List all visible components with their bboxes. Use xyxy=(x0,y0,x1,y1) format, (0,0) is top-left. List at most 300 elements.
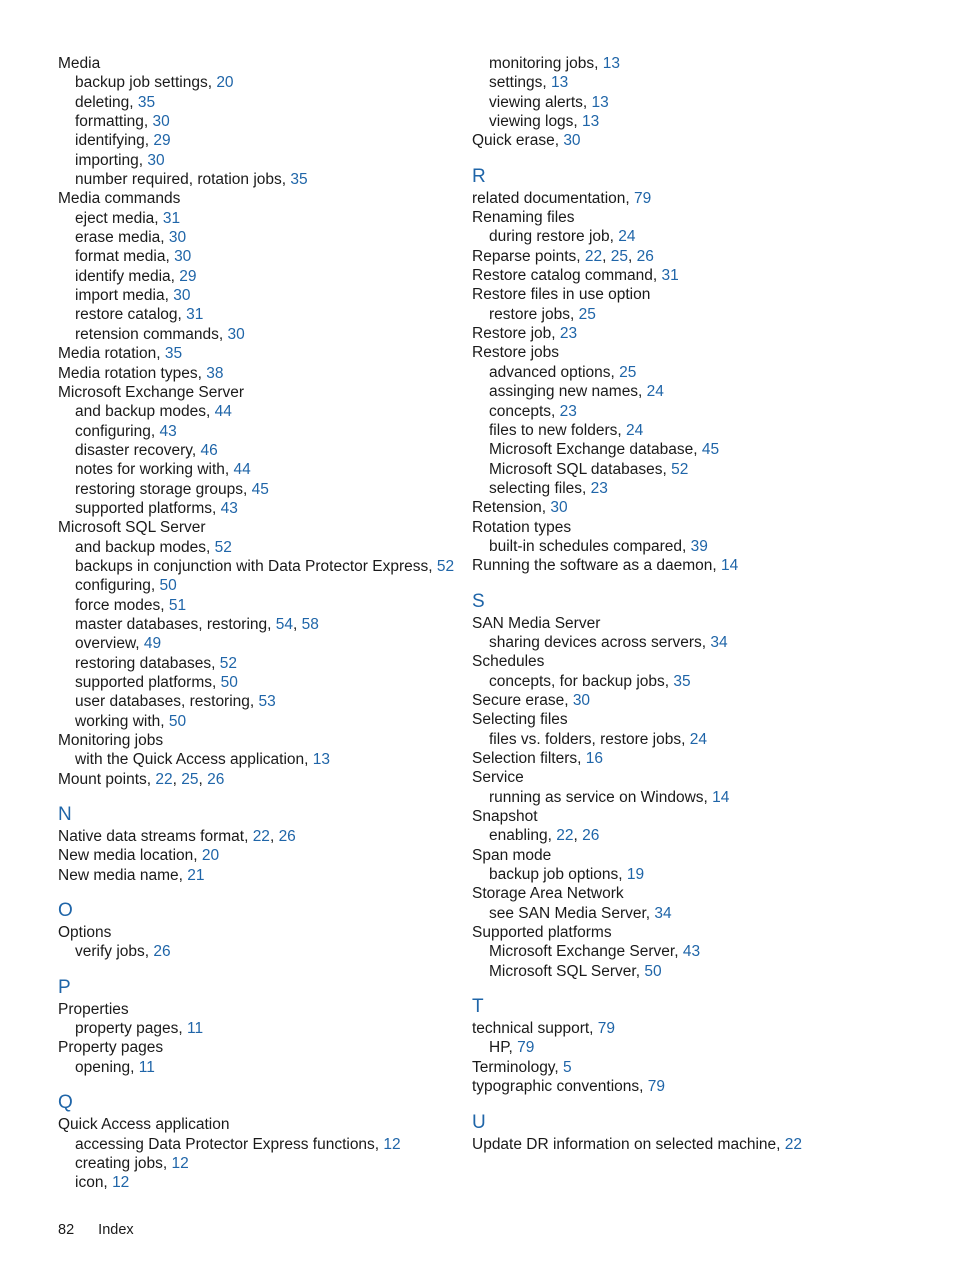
index-subentry xyxy=(58,692,458,711)
index-term: sharing devices across servers, xyxy=(489,633,711,651)
index-entry xyxy=(58,518,458,537)
index-subentry xyxy=(58,73,458,92)
index-term: importing, xyxy=(75,151,148,169)
index-term: HP, xyxy=(489,1039,518,1057)
index-term: property pages, xyxy=(75,1020,188,1038)
index-term: configuring, xyxy=(75,577,160,595)
index-term: disaster recovery, xyxy=(75,441,201,459)
index-entry xyxy=(472,846,932,865)
index-term: Microsoft SQL Server xyxy=(58,519,206,537)
index-entry xyxy=(58,866,458,885)
page-number: 82 xyxy=(58,1222,75,1238)
index-letter-heading: R xyxy=(472,165,486,187)
index-subentry xyxy=(58,1154,458,1173)
page-link[interactable]: 43 xyxy=(159,422,177,440)
index-term: enabling, xyxy=(489,827,557,845)
page-link[interactable]: 79 xyxy=(634,189,652,207)
page-link[interactable]: 35 xyxy=(673,672,691,690)
index-term: backups in conjunction with Data Protector Express, xyxy=(75,557,437,575)
index-term: formatting, xyxy=(75,113,153,131)
page-link[interactable]: 12 xyxy=(383,1135,401,1153)
page-link[interactable]: 45 xyxy=(701,441,720,459)
index-entry xyxy=(472,807,932,826)
index-term: Selecting files xyxy=(472,711,568,729)
index-subentry xyxy=(58,286,458,305)
page-link[interactable]: 43 xyxy=(682,943,701,961)
index-term: Update DR information on selected machine, xyxy=(472,1135,785,1153)
page-separator: , xyxy=(573,827,583,845)
index-entry xyxy=(472,518,932,537)
page-separator: , xyxy=(293,615,302,633)
index-entry xyxy=(58,383,458,402)
page-link[interactable]: 24 xyxy=(646,383,664,401)
index-term: during restore job, xyxy=(489,228,619,246)
index-entry xyxy=(472,614,932,633)
index-term: New media name, xyxy=(58,866,188,884)
index-entry xyxy=(58,1115,458,1134)
index-subentry xyxy=(472,460,932,479)
index-term: identify media, xyxy=(75,267,180,285)
index-term: monitoring jobs, xyxy=(489,55,603,72)
index-subentry xyxy=(58,209,458,228)
page-link[interactable]: 79 xyxy=(647,1078,666,1096)
page-link[interactable]: 52 xyxy=(671,460,689,478)
page-separator: , xyxy=(198,770,208,788)
index-term: icon, xyxy=(75,1174,113,1192)
index-term: Property pages xyxy=(58,1039,164,1057)
index-term: Storage Area Network xyxy=(472,885,624,903)
index-term: backup job options, xyxy=(489,866,627,884)
index-term: files to new folders, xyxy=(489,421,626,439)
page-link[interactable]: 12 xyxy=(171,1154,189,1172)
page-separator: , xyxy=(602,247,611,265)
index-term: Restore jobs xyxy=(472,344,560,362)
index-entry xyxy=(472,768,932,787)
page-link[interactable]: 52 xyxy=(436,557,455,575)
index-subentry xyxy=(58,712,458,731)
page-link[interactable]: 26 xyxy=(278,828,296,846)
index-entry xyxy=(472,208,932,227)
page-link[interactable]: 30 xyxy=(227,325,245,343)
page-link[interactable]: 11 xyxy=(187,1020,204,1038)
index-term: assinging new names, xyxy=(489,383,647,401)
page-link[interactable]: 13 xyxy=(312,751,331,769)
page-link[interactable]: 22 xyxy=(556,827,574,845)
page-link[interactable]: 23 xyxy=(590,479,608,497)
index-column-left xyxy=(58,54,458,1193)
index-term: restore jobs, xyxy=(489,305,579,323)
index-term: Media xyxy=(58,55,101,72)
index-subentry xyxy=(472,537,932,556)
page-link[interactable]: 22 xyxy=(784,1135,802,1153)
index-entry xyxy=(472,710,932,729)
index-term: overview, xyxy=(75,635,144,653)
page-link[interactable]: 35 xyxy=(290,171,308,189)
page-link[interactable]: 26 xyxy=(153,943,171,961)
index-term: Supported platforms xyxy=(472,924,612,942)
page-link[interactable]: 22 xyxy=(584,247,603,265)
index-letter-heading: T xyxy=(472,996,484,1018)
page-link[interactable]: 31 xyxy=(162,209,181,227)
page-link[interactable]: 24 xyxy=(689,730,707,748)
index-term: viewing alerts, xyxy=(489,93,592,111)
index-entry xyxy=(472,1058,932,1077)
index-subentry xyxy=(472,942,932,961)
page-link[interactable]: 54 xyxy=(275,615,293,633)
index-term: SAN Media Server xyxy=(472,614,601,632)
index-term: format media, xyxy=(75,248,175,266)
index-subentry xyxy=(472,73,932,92)
page-link[interactable]: 34 xyxy=(710,633,728,651)
index-entry xyxy=(472,923,932,942)
page-link[interactable]: 5 xyxy=(563,1058,572,1076)
index-subentry xyxy=(58,460,458,479)
index-term: Restore catalog command, xyxy=(472,267,662,285)
index-term: identifying, xyxy=(75,132,154,150)
index-entry xyxy=(472,691,932,710)
index-letter-heading: N xyxy=(58,804,72,826)
page-link[interactable]: 50 xyxy=(168,712,187,730)
index-term: notes for working with, xyxy=(75,461,234,479)
index-term: concepts, xyxy=(489,402,560,420)
page-link[interactable]: 30 xyxy=(173,287,191,305)
index-term: restore catalog, xyxy=(75,306,187,324)
index-subentry xyxy=(472,402,932,421)
page-link[interactable]: 29 xyxy=(179,267,197,285)
index-term: viewing logs, xyxy=(489,113,583,131)
index-subentry xyxy=(58,1135,458,1154)
index-subentry xyxy=(58,112,458,131)
index-term: New media location, xyxy=(58,847,202,865)
index-term: force modes, xyxy=(75,596,169,614)
index-subentry xyxy=(58,305,458,324)
index-subentry xyxy=(472,788,932,807)
index-subentry xyxy=(472,865,932,884)
index-term: Microsoft SQL databases, xyxy=(489,460,672,478)
index-term: Renaming files xyxy=(472,209,575,227)
index-term: Media rotation, xyxy=(58,345,165,363)
index-term: configuring, xyxy=(75,422,160,440)
index-entry xyxy=(472,498,932,517)
page-link[interactable]: 22 xyxy=(252,828,270,846)
index-subentry xyxy=(58,615,458,634)
index-entry xyxy=(58,923,458,942)
index-entry xyxy=(472,324,932,343)
page-link[interactable]: 45 xyxy=(251,480,269,498)
index-term: Monitoring jobs xyxy=(58,732,164,750)
index-term: Properties xyxy=(58,1000,129,1018)
index-term: Media commands xyxy=(58,190,181,208)
index-subentry xyxy=(472,904,932,923)
page-link[interactable]: 38 xyxy=(206,364,224,382)
index-term: technical support, xyxy=(472,1020,598,1038)
index-subentry xyxy=(58,1058,458,1077)
index-entry xyxy=(58,1038,458,1057)
index-entry xyxy=(58,770,458,789)
page-link[interactable]: 25 xyxy=(610,247,628,265)
index-letter-heading: U xyxy=(472,1111,486,1133)
index-entry xyxy=(472,1135,932,1154)
index-subentry xyxy=(58,576,458,595)
index-subentry xyxy=(58,654,458,673)
index-term: verify jobs, xyxy=(75,943,154,961)
index-term: Mount points, xyxy=(58,770,156,788)
index-subentry xyxy=(58,247,458,266)
index-term: Restore job, xyxy=(472,325,560,343)
page-link[interactable]: 24 xyxy=(625,421,644,439)
index-term: Running the software as a daemon, xyxy=(472,557,722,575)
page-link[interactable]: 51 xyxy=(168,596,187,614)
index-subentry xyxy=(472,633,932,652)
page-link[interactable]: 50 xyxy=(159,577,177,595)
page-link[interactable]: 50 xyxy=(644,962,662,980)
index-term: typographic conventions, xyxy=(472,1078,648,1096)
index-subentry xyxy=(472,826,932,845)
page-link[interactable]: 25 xyxy=(619,363,637,381)
index-term: Microsoft Exchange database, xyxy=(489,441,702,459)
index-subentry xyxy=(58,325,458,344)
page-link[interactable]: 24 xyxy=(618,228,636,246)
index-entry xyxy=(472,1019,932,1038)
index-term: Media rotation types, xyxy=(58,364,207,382)
page-link[interactable]: 44 xyxy=(214,403,232,421)
footer-section-title: Index xyxy=(98,1222,134,1238)
index-subentry xyxy=(58,1173,458,1192)
index-term: and backup modes, xyxy=(75,538,215,556)
index-column-right xyxy=(472,54,932,1154)
index-entry xyxy=(58,54,458,73)
index-entry xyxy=(58,364,458,383)
index-term: erase media, xyxy=(75,229,169,247)
index-subentry xyxy=(58,131,458,150)
page-link[interactable]: 20 xyxy=(201,847,220,865)
index-entry xyxy=(58,731,458,750)
page-link[interactable]: 13 xyxy=(582,113,600,131)
index-subentry xyxy=(472,479,932,498)
index-subentry xyxy=(58,673,458,692)
page-link[interactable]: 21 xyxy=(187,866,205,884)
index-letter-heading: P xyxy=(58,976,71,998)
index-term: files vs. folders, restore jobs, xyxy=(489,730,690,748)
page-link[interactable]: 20 xyxy=(216,74,234,92)
index-entry xyxy=(472,131,932,150)
page-link[interactable]: 23 xyxy=(559,325,578,343)
index-term: Terminology, xyxy=(472,1058,564,1076)
page-link[interactable]: 44 xyxy=(233,461,251,479)
index-subentry xyxy=(58,499,458,518)
page-link[interactable]: 39 xyxy=(690,537,708,555)
index-subentry xyxy=(472,227,932,246)
index-subentry xyxy=(58,93,458,112)
index-subentry xyxy=(472,382,932,401)
page-link[interactable]: 30 xyxy=(550,499,568,517)
index-term: Reparse points, xyxy=(472,247,585,265)
page-link[interactable]: 50 xyxy=(220,674,238,691)
index-entry xyxy=(472,652,932,671)
page-link[interactable]: 53 xyxy=(258,693,276,711)
page-link[interactable]: 58 xyxy=(301,615,319,633)
index-term: Options xyxy=(58,924,112,942)
page-link[interactable]: 30 xyxy=(563,132,581,150)
index-subentry xyxy=(472,93,932,112)
index-letter-heading: O xyxy=(58,900,73,922)
index-subentry xyxy=(58,942,458,961)
index-subentry xyxy=(58,634,458,653)
page-link[interactable]: 30 xyxy=(168,229,187,247)
index-subentry xyxy=(58,750,458,769)
index-entry xyxy=(472,343,932,362)
page-link[interactable]: 35 xyxy=(164,345,183,363)
index-subentry xyxy=(58,402,458,421)
index-subentry xyxy=(472,421,932,440)
page-link[interactable]: 26 xyxy=(207,770,225,788)
index-letter-heading: S xyxy=(472,590,485,612)
index-term: restoring databases, xyxy=(75,654,220,672)
page-link[interactable]: 29 xyxy=(153,132,171,150)
page-link[interactable]: 26 xyxy=(636,247,654,265)
index-term: Quick Access application xyxy=(58,1116,230,1134)
index-entry xyxy=(58,827,458,846)
index-entry xyxy=(58,846,458,865)
index-term: advanced options, xyxy=(489,363,620,381)
index-term: restoring storage groups, xyxy=(75,480,252,498)
page-link[interactable]: 13 xyxy=(602,55,620,72)
page-link[interactable]: 11 xyxy=(138,1058,155,1076)
index-subentry xyxy=(58,228,458,247)
page-link[interactable]: 34 xyxy=(654,904,672,922)
index-term: backup job settings, xyxy=(75,74,217,92)
index-term: Service xyxy=(472,769,524,787)
page-link[interactable]: 43 xyxy=(220,499,238,517)
page-link[interactable]: 22 xyxy=(155,770,173,788)
page-link[interactable]: 19 xyxy=(626,866,645,884)
index-term: accessing Data Protector Express functions, xyxy=(75,1135,384,1153)
page-link[interactable]: 31 xyxy=(186,306,204,324)
index-term: settings, xyxy=(489,74,552,92)
index-subentry xyxy=(58,1019,458,1038)
index-term: related documentation, xyxy=(472,189,634,207)
page-link[interactable]: 14 xyxy=(712,788,730,806)
index-subentry xyxy=(58,441,458,460)
index-subentry xyxy=(58,170,458,189)
page-footer xyxy=(58,1222,154,1238)
page-link[interactable]: 79 xyxy=(597,1020,616,1038)
index-term: deleting, xyxy=(75,93,138,111)
index-term: Quick erase, xyxy=(472,132,564,150)
index-subentry xyxy=(472,962,932,981)
index-term: Native data streams format, xyxy=(58,828,253,846)
index-term: supported platforms, xyxy=(75,674,221,691)
index-term: Schedules xyxy=(472,653,545,671)
index-entry xyxy=(472,266,932,285)
index-subentry xyxy=(472,672,932,691)
page-link[interactable]: 30 xyxy=(174,248,192,266)
index-subentry xyxy=(58,480,458,499)
index-term: import media, xyxy=(75,287,174,305)
index-term: running as service on Windows, xyxy=(489,788,713,806)
index-term: Rotation types xyxy=(472,518,572,536)
page-link[interactable]: 52 xyxy=(219,654,238,672)
index-entry xyxy=(472,556,932,575)
page-link[interactable]: 49 xyxy=(143,635,162,653)
index-subentry xyxy=(58,557,458,576)
index-term: Span mode xyxy=(472,846,552,864)
index-term: Snapshot xyxy=(472,808,538,826)
index-term: Microsoft Exchange Server xyxy=(58,383,245,401)
index-term: built-in schedules compared, xyxy=(489,537,691,555)
page-link[interactable]: 26 xyxy=(582,827,600,845)
page-link[interactable]: 12 xyxy=(112,1174,130,1192)
index-term: Retension, xyxy=(472,499,551,517)
index-term: Microsoft Exchange Server, xyxy=(489,943,683,961)
index-term: Restore files in use option xyxy=(472,286,651,304)
index-subentry xyxy=(472,112,932,131)
page-separator: , xyxy=(269,828,279,846)
index-subentry xyxy=(58,151,458,170)
page-separator: , xyxy=(172,770,182,788)
index-subentry xyxy=(58,596,458,615)
index-subentry xyxy=(58,267,458,286)
index-entry xyxy=(472,247,932,266)
page-link[interactable]: 25 xyxy=(181,770,199,788)
page-link[interactable]: 14 xyxy=(721,557,739,575)
index-term: master databases, restoring, xyxy=(75,615,276,633)
index-entry xyxy=(472,285,932,304)
page-link[interactable]: 25 xyxy=(578,305,596,323)
index-entry xyxy=(472,189,932,208)
index-entry xyxy=(472,1077,932,1096)
page-link[interactable]: 31 xyxy=(661,267,679,285)
page-link[interactable]: 16 xyxy=(585,750,603,767)
index-term: eject media, xyxy=(75,209,163,227)
index-term: and backup modes, xyxy=(75,403,215,421)
index-subentry xyxy=(58,422,458,441)
index-subentry xyxy=(58,538,458,557)
index-term: user databases, restoring, xyxy=(75,693,259,711)
index-entry xyxy=(58,344,458,363)
index-letter-heading: Q xyxy=(58,1092,73,1114)
index-term: retension commands, xyxy=(75,325,228,343)
page-link[interactable]: 30 xyxy=(147,151,165,169)
index-term: opening, xyxy=(75,1058,139,1076)
page-link[interactable]: 79 xyxy=(517,1039,535,1057)
index-term: Secure erase, xyxy=(472,691,573,709)
page-link[interactable]: 30 xyxy=(152,113,170,131)
page-link[interactable]: 13 xyxy=(591,93,609,111)
index-entry xyxy=(58,189,458,208)
index-term: working with, xyxy=(75,712,169,730)
page-link[interactable]: 23 xyxy=(559,402,577,420)
index-subentry xyxy=(472,54,932,73)
index-term: number required, rotation jobs, xyxy=(75,171,291,189)
index-term: Microsoft SQL Server, xyxy=(489,962,645,980)
page-link[interactable]: 30 xyxy=(572,691,591,709)
index-subentry xyxy=(472,730,932,749)
index-entry xyxy=(472,749,932,768)
index-term: see SAN Media Server, xyxy=(489,904,655,922)
page-link[interactable]: 13 xyxy=(551,74,569,92)
page-link[interactable]: 52 xyxy=(214,538,232,556)
index-term: concepts, for backup jobs, xyxy=(489,672,674,690)
index-term: selecting files, xyxy=(489,479,591,497)
page-link[interactable]: 35 xyxy=(137,93,156,111)
index-term: Selection filters, xyxy=(472,750,586,767)
page-link[interactable]: 46 xyxy=(200,441,218,459)
index-subentry xyxy=(472,363,932,382)
index-subentry xyxy=(472,1038,932,1057)
index-term: creating jobs, xyxy=(75,1154,172,1172)
index-subentry xyxy=(472,440,932,459)
